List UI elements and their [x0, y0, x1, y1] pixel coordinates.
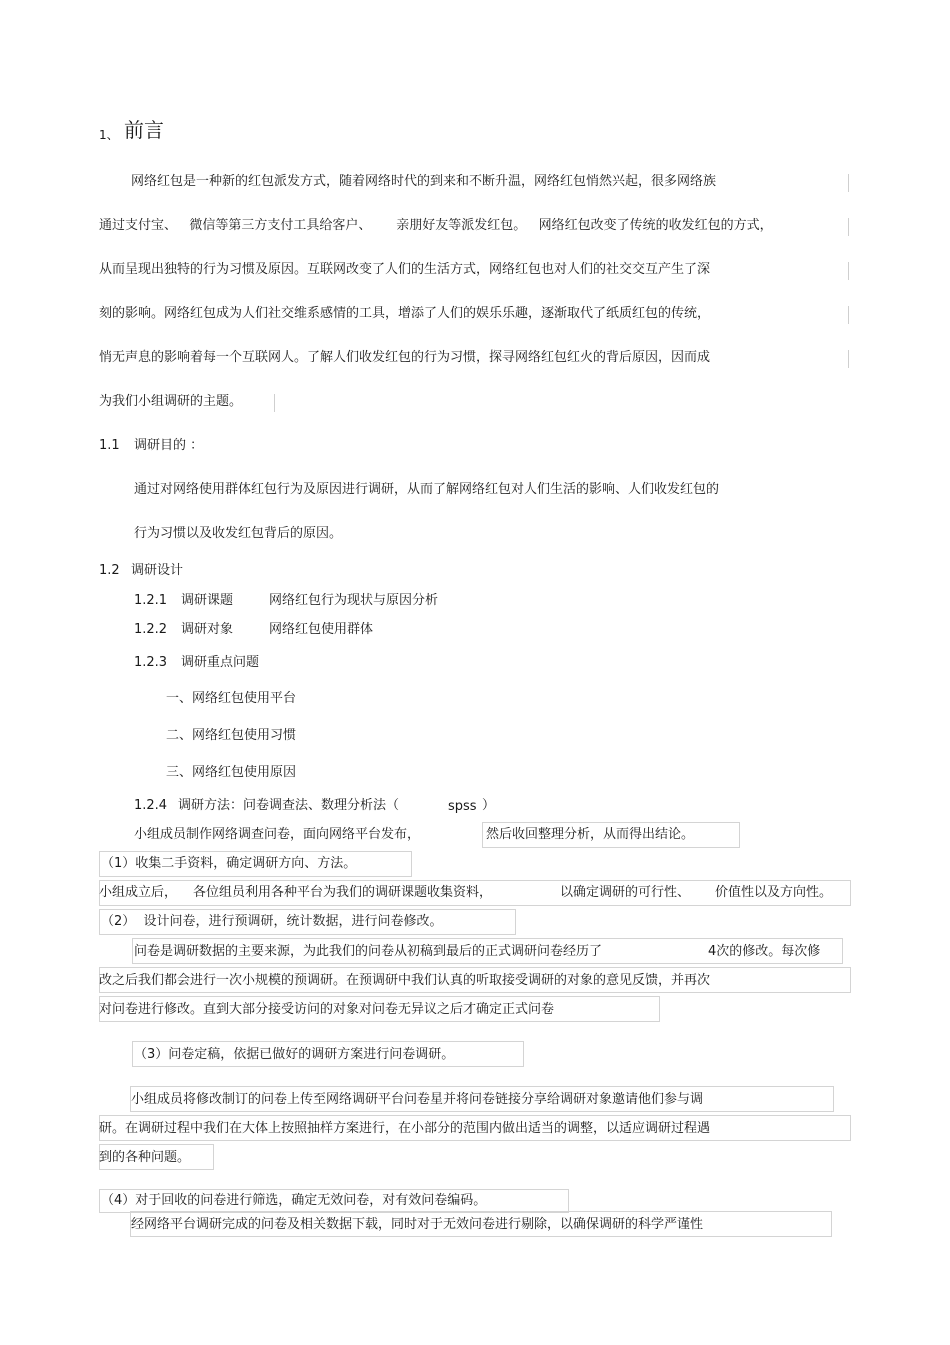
item-label: 调研重点问题 — [181, 655, 260, 670]
item-number: 1.2.1 — [134, 593, 168, 608]
section-title: 前言 — [124, 118, 164, 142]
paragraph-line: 通过支付宝、 微信等第三方支付工具给客户、 亲朋好友等派发红包。 网络红包改变了传统的收发红包的方式， — [99, 218, 773, 233]
item-value: 网络红包使用群体 — [269, 622, 374, 637]
paragraph-line: 小组成员制作网络调查问卷，面向网络平台发布， — [134, 827, 421, 842]
list-item: 二、网络红包使用习惯 — [166, 728, 297, 743]
subsection-title: 调研设计 — [131, 563, 184, 578]
subsection-number: 1.2 — [99, 563, 120, 578]
paragraph-line: 通过对网络使用群体红包行为及原因进行调研，从而了解网络红包对人们生活的影响、人们收发红包的 — [134, 482, 720, 497]
item-label: 调研方法：问卷调查法、数理分析法（ — [178, 798, 400, 813]
text-box-edge — [848, 174, 849, 192]
paragraph-line: 为我们小组调研的主题。 — [99, 394, 243, 409]
paragraph-line: 以确定调研的可行性、 — [560, 885, 691, 900]
paragraph-line: 然后收回整理分析，从而得出结论。 — [486, 827, 695, 842]
step-title: （4）对于回收的问卷进行筛选，确定无效问卷，对有效问卷编码。 — [101, 1193, 487, 1208]
paragraph-line: 研。在调研过程中我们在大体上按照抽样方案进行，在小部分的范围内做出适当的调整，以适应调研过程遇 — [99, 1121, 711, 1136]
paragraph-line: 改之后我们都会进行一次小规模的预调研。在预调研中我们认真的听取接受调研的对象的意见反馈，并再次 — [99, 973, 711, 988]
paragraph-line: 经网络平台调研完成的问卷及相关数据下载，同时对于无效问卷进行剔除，以确保调研的科学严谨性 — [131, 1217, 704, 1232]
text-box-edge — [848, 306, 849, 324]
step-title: （2） 设计问卷，进行预调研，统计数据，进行问卷修改。 — [101, 914, 443, 929]
step-title: （3）问卷定稿，依据已做好的调研方案进行问卷调研。 — [134, 1047, 455, 1062]
item-close-paren: ） — [482, 798, 496, 813]
paragraph-line: 悄无声息的影响着每一个互联网人。了解人们收发红包的行为习惯，探寻网络红包红火的背后原因，因而成 — [99, 350, 711, 365]
paragraph-line: 刻的影响。网络红包成为人们社交维系感情的工具，增添了人们的娱乐乐趣，逐渐取代了纸质红包的传统， — [99, 306, 711, 321]
paragraph-line: 4次的修改。每次修 — [708, 944, 821, 959]
subsection-number: 1.1 — [99, 438, 120, 453]
paragraph-line: 小组成员将修改制订的问卷上传至网络调研平台问卷星并将问卷链接分享给调研对象邀请他们参与调 — [131, 1092, 704, 1107]
item-number: 1.2.2 — [134, 622, 168, 637]
paragraph-line: 小组成立后， — [99, 885, 178, 900]
paragraph-line: 问卷是调研数据的主要来源，为此我们的问卷从初稿到最后的正式调研问卷经历了 — [134, 944, 603, 959]
item-label: 调研对象 — [181, 622, 234, 637]
subsection-title: 调研目的 ： — [134, 438, 204, 453]
item-label: 调研课题 — [181, 593, 234, 608]
paragraph-line: 到的各种问题。 — [99, 1150, 191, 1165]
text-box-edge — [848, 218, 849, 236]
paragraph-line: 网络红包是一种新的红包派发方式，随着网络时代的到来和不断升温，网络红包悄然兴起，很多网络族 — [131, 174, 717, 189]
text-box-edge — [274, 394, 275, 412]
text-box-edge — [848, 350, 849, 368]
paragraph-line: 对问卷进行修改。直到大部分接受访问的对象对问卷无异议之后才确定正式问卷 — [99, 1002, 555, 1017]
item-value: 网络红包行为现状与原因分析 — [269, 593, 439, 608]
text-box-edge — [848, 262, 849, 280]
step-title: （1）收集二手资料，确定调研方向、方法。 — [101, 856, 357, 871]
item-tool: spss — [448, 799, 477, 814]
paragraph-line: 从而呈现出独特的行为习惯及原因。互联网改变了人们的生活方式，网络红包也对人们的社交交互产生了深 — [99, 262, 711, 277]
list-item: 一、网络红包使用平台 — [166, 691, 297, 706]
section-number: 1、 — [99, 128, 119, 142]
paragraph-line: 各位组员利用各种平台为我们的调研课题收集资料， — [193, 885, 493, 900]
paragraph-line: 价值性以及方向性。 — [715, 885, 833, 900]
item-number: 1.2.4 — [134, 798, 168, 813]
paragraph-line: 行为习惯以及收发红包背后的原因。 — [134, 526, 343, 541]
item-number: 1.2.3 — [134, 655, 168, 670]
list-item: 三、网络红包使用原因 — [166, 765, 297, 780]
